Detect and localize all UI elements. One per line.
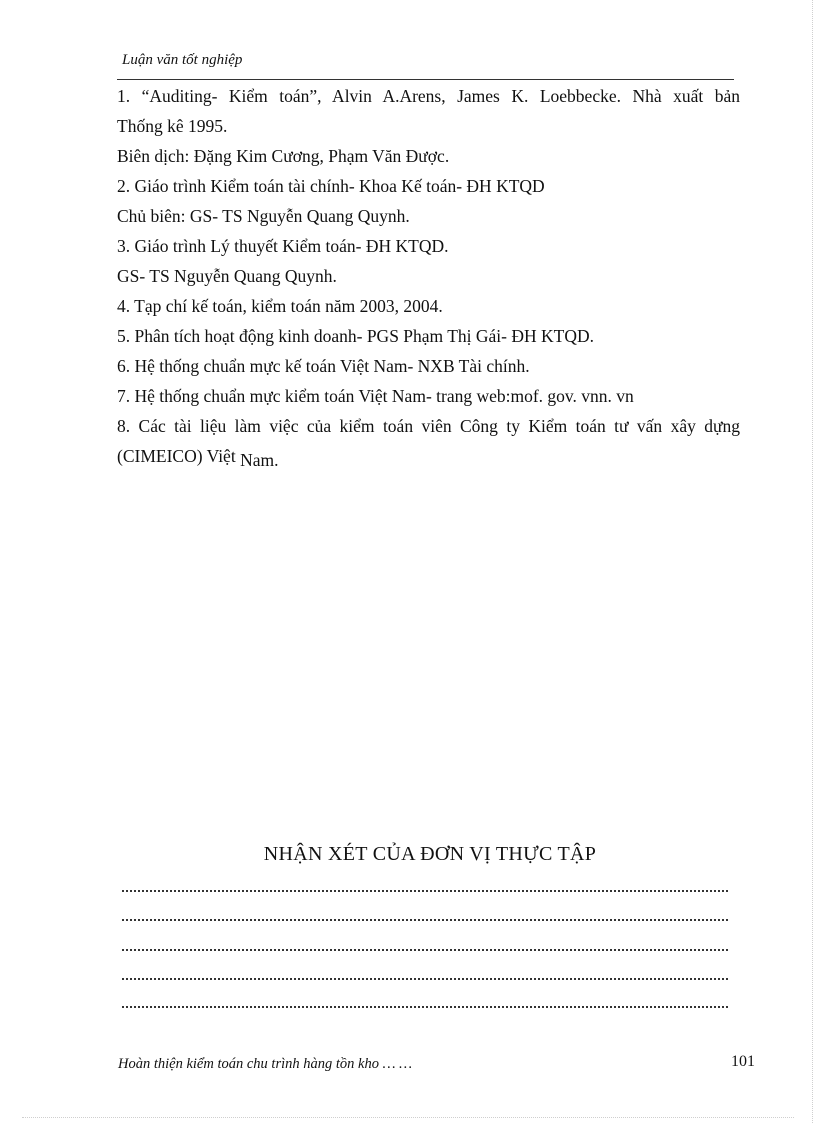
reference-line: 2. Giáo trình Kiểm toán tài chính- Khoa Kế toán- ĐH KTQD: [117, 176, 545, 196]
blank-dotted-line: [122, 1006, 728, 1008]
reference-line: 7. Hệ thống chuẩn mực kiểm toán Việt Nam- trang web:mof. gov. vnn. vn: [117, 386, 634, 406]
page-edge-right: [812, 0, 813, 1123]
reference-line: Chủ biên: GS- TS Nguyễn Quang Quynh.: [117, 206, 410, 226]
page-edge-bottom: [22, 1117, 794, 1118]
reference-line: 4. Tạp chí kế toán, kiểm toán năm 2003, 2004.: [117, 296, 443, 316]
reference-line: GS- TS Nguyễn Quang Quynh.: [117, 266, 337, 286]
blank-dotted-line: [122, 919, 728, 921]
running-footer: Hoàn thiện kiểm toán chu trình hàng tồn kho … …: [118, 1056, 413, 1072]
reference-line: 1. “Auditing- Kiểm toán”, Alvin A.Arens, James K. Loebbecke. Nhà xuất bản: [117, 86, 740, 106]
reference-line: 5. Phân tích hoạt động kinh doanh- PGS Phạm Thị Gái- ĐH KTQD.: [117, 326, 595, 346]
reference-line: Biên dịch: Đặng Kim Cương, Phạm Văn Được.: [117, 146, 450, 166]
reference-line-last: [117, 441, 740, 471]
reference-line: 6. Hệ thống chuẩn mực kế toán Việt Nam- NXB Tài chính.: [117, 356, 530, 376]
reference-line-word: Nam.: [240, 450, 279, 470]
page-number: 101: [731, 1053, 755, 1070]
reference-line-prefix: (CIMEICO) Việt: [117, 446, 241, 466]
reference-line: Thống kê 1995.: [117, 116, 228, 136]
section-title: NHẬN XÉT CỦA ĐƠN VỊ THỰC TẬP: [263, 843, 597, 865]
reference-line: 3. Giáo trình Lý thuyết Kiểm toán- ĐH KTQD.: [117, 236, 449, 256]
blank-dotted-line: [122, 890, 728, 892]
reference-list: [117, 81, 740, 471]
blank-dotted-line: [122, 949, 728, 951]
blank-dotted-line: [122, 978, 728, 980]
header-rule: [117, 79, 734, 80]
reference-line: 8. Các tài liệu làm việc của kiểm toán viên Công ty Kiểm toán tư vấn xây dựng: [117, 416, 740, 436]
running-header: Luận văn tốt nghiệp: [122, 52, 243, 68]
